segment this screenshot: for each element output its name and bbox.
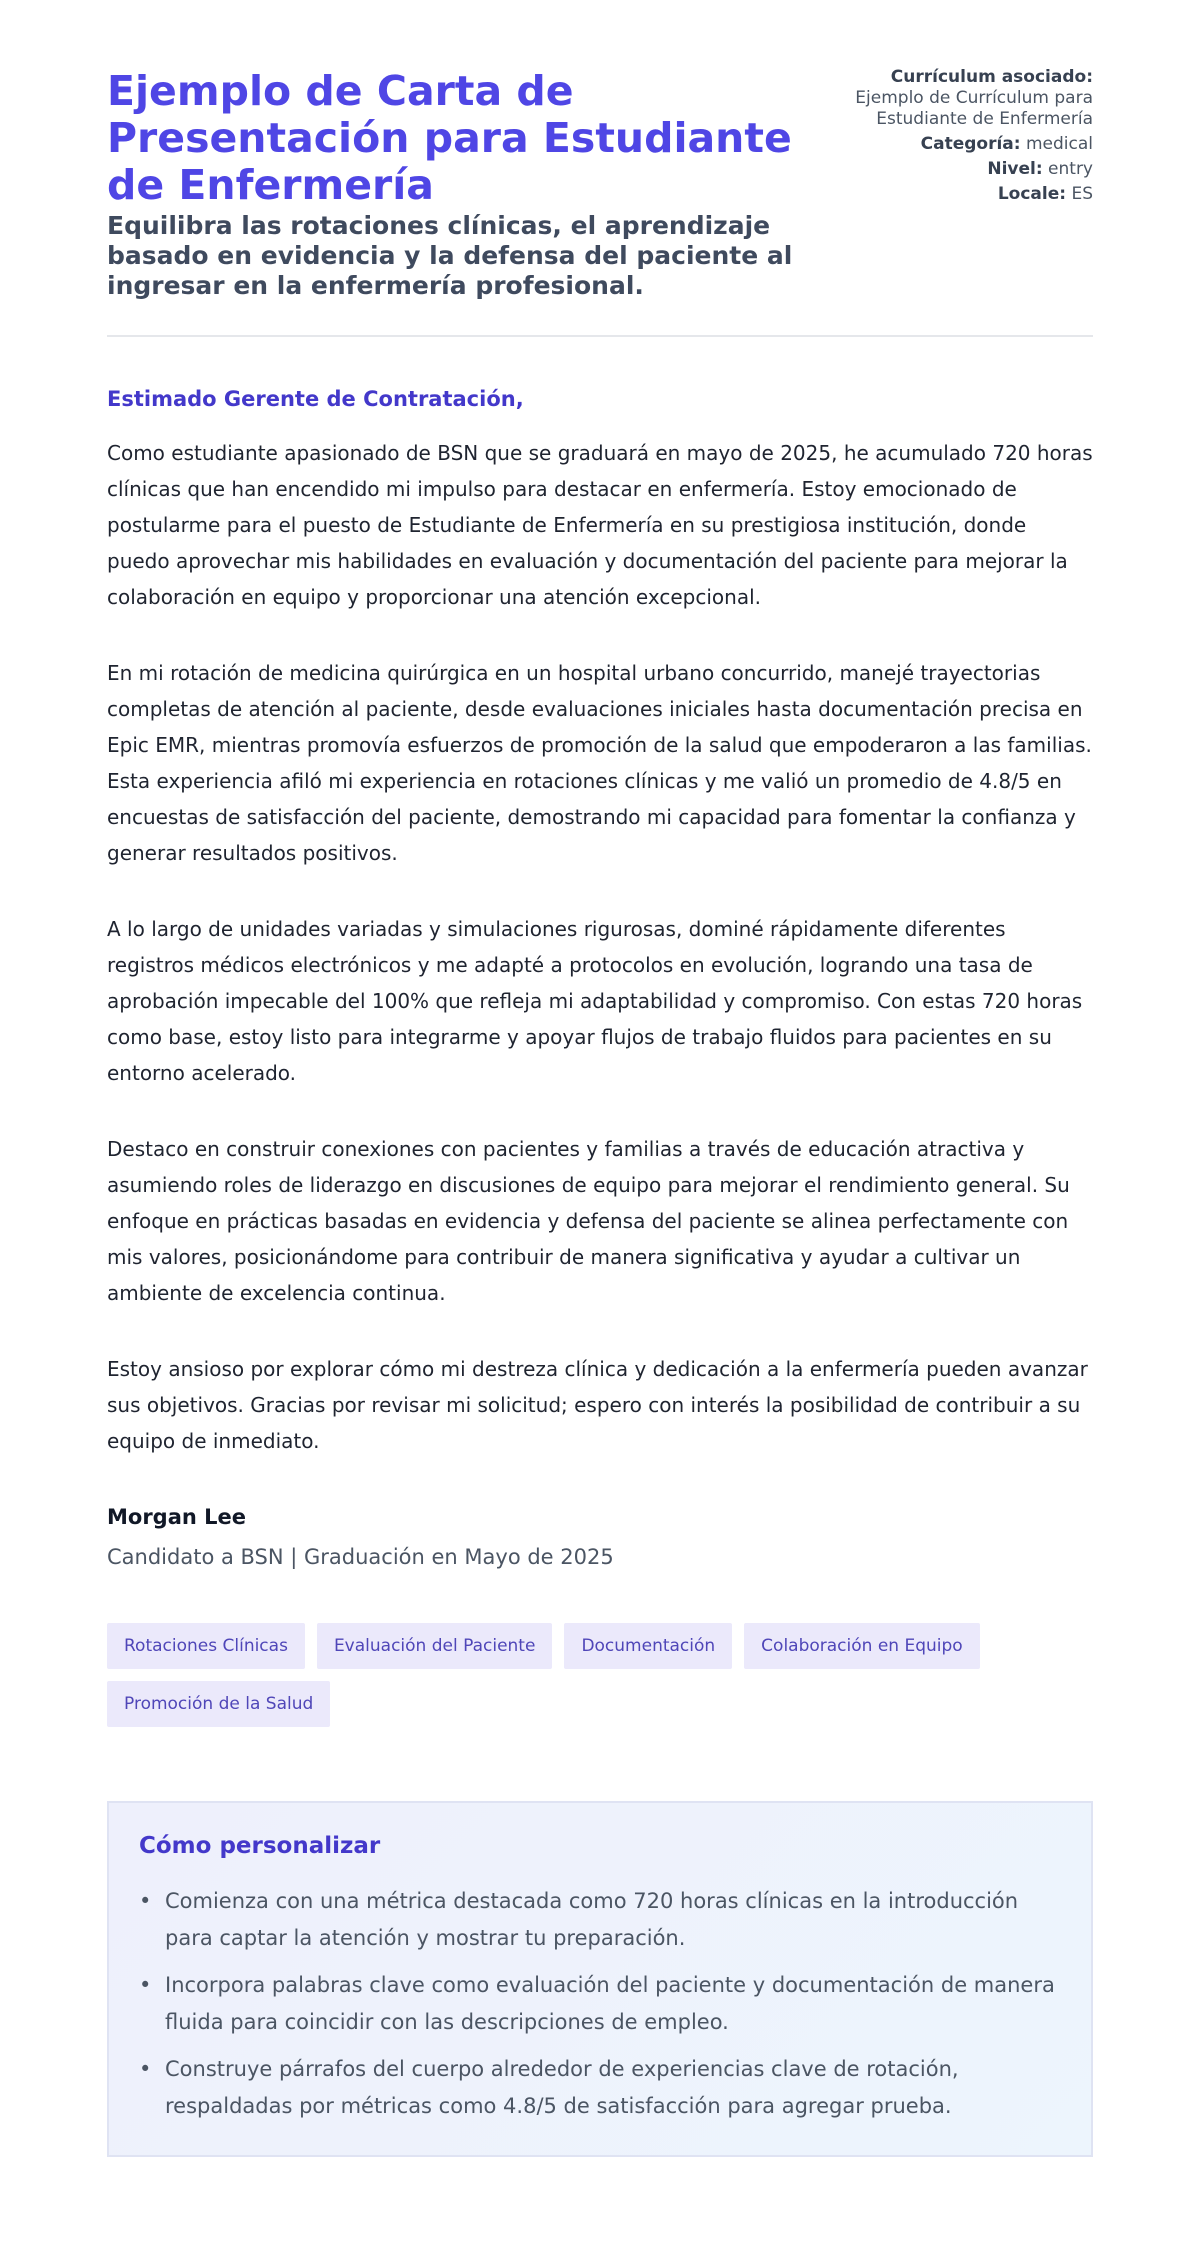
meta-level (827, 159, 1093, 180)
signature-title: Candidato a BSN | Graduación en Mayo de 2025 (107, 1545, 614, 1569)
skill-tag: Promoción de la Salud (107, 1681, 330, 1727)
meta-locale-value: ES (1071, 184, 1093, 204)
meta-category (827, 134, 1093, 155)
tip-text: Incorpora palabras clave como evaluación del paciente y documentación de manera fluida para coincidir con las descripciones de empleo. (165, 1973, 1055, 2034)
signature-name: Morgan Lee (107, 1505, 247, 1529)
page-subtitle: Equilibra las rotaciones clínicas, el aprendizaje basado en evidencia y la defensa del paciente al ingresar en la enfermería profesional. (107, 211, 793, 300)
letter-paragraph: Como estudiante apasionado de BSN que se graduará en mayo de 2025, he acumulado 720 horas clínicas que han encendido mi impulso para destacar en enfermería. Estoy emocionado de postularme para el puesto de Estudiante de Enfermería en su prestigiosa institución, donde puedo aprovechar mis habilidades en evaluación y documentación del paciente para mejorar la colaboración en equipo y proporcionar una atención excepcional. (107, 441, 1093, 609)
skill-tag: Rotaciones Clínicas (107, 1623, 305, 1669)
letter-paragraph: En mi rotación de medicina quirúrgica en un hospital urbano concurrido, manejé trayectorias completas de atención al paciente, desde evaluaciones iniciales hasta documentación precisa en Epic EMR, mientras promovía esfuerzos de promoción de la salud que empoderaron a las familias. Esta experiencia afiló mi experiencia en rotaciones clínicas y me valió un promedio de 4.8/5 en encuestas de satisfacción del paciente, demostrando mi capacidad para fomentar la confianza y generar resultados positivos. (107, 661, 1092, 865)
tips-title: Cómo personalizar (139, 1833, 381, 1859)
customization-tips (107, 1801, 1093, 2157)
tip-item (139, 2051, 1061, 2125)
page-title: Ejemplo de Carta de Presentación para Estudiante de Enfermería (107, 67, 792, 209)
meta-resume-value: Ejemplo de Currículum para Estudiante de Enfermería (855, 88, 1093, 129)
letter-paragraph: Destaco en construir conexiones con pacientes y familias a través de educación atractiva y asumiendo roles de liderazgo en discusiones de equipo para mejorar el rendimiento general. Su enfoque en prácticas basadas en evidencia y defensa del paciente se alinea perfectamente con mis valores, posicionándome para contribuir de manera significativa y ayudar a cultivar un ambiente de excelencia continua. (107, 1137, 1070, 1305)
tip-item (139, 1883, 1061, 1957)
meta-category-label: Categoría: (920, 134, 1021, 154)
letter-paragraph: Estoy ansioso por explorar cómo mi destreza clínica y dedicación a la enfermería pueden avanzar sus objetivos. Gracias por revisar mi solicitud; espero con interés la posibilidad de contribuir a su equipo de inmediato. (107, 1357, 1088, 1453)
skill-tag: Colaboración en Equipo (744, 1623, 980, 1669)
header-titles (107, 64, 827, 301)
meta-locale-label: Locale: (997, 184, 1067, 204)
tips-list (139, 1883, 1061, 2125)
meta-level-value: entry (1048, 159, 1093, 179)
signature-block (107, 1503, 1093, 1571)
bullet-icon: • (139, 1973, 152, 1997)
skill-tag: Documentación (564, 1623, 732, 1669)
tip-text: Comienza con una métrica destacada como 720 horas clínicas en la introducción para captar la atención y mostrar tu preparación. (165, 1889, 1019, 1950)
meta-level-label: Nivel: (987, 159, 1043, 179)
letter-paragraph: A lo largo de unidades variadas y simulaciones rigurosas, dominé rápidamente diferentes registros médicos electrónicos y me adapté a protocolos en evolución, logrando una tasa de aprobación impecable del 100% que refleja mi adaptabilidad y compromiso. Con estas 720 horas como base, estoy listo para integrarme y apoyar flujos de trabajo fluidos para pacientes en su entorno acelerado. (107, 917, 1083, 1085)
meta-panel (827, 67, 1093, 209)
salutation: Estimado Gerente de Contratación, (107, 387, 524, 411)
meta-locale (827, 184, 1093, 205)
meta-category-value: medical (1025, 134, 1093, 154)
bullet-icon: • (139, 2057, 152, 2081)
bullet-icon: • (139, 1889, 152, 1913)
skill-tags (107, 1623, 1067, 1727)
tip-text: Construye párrafos del cuerpo alrededor de experiencias clave de rotación, respaldadas por métricas como 4.8/5 de satisfacción para agregar prueba. (165, 2057, 959, 2118)
page-header (107, 64, 1093, 337)
skill-tag: Evaluación del Paciente (317, 1623, 553, 1669)
meta-resume (827, 67, 1093, 130)
meta-resume-label: Currículum asociado: (890, 67, 1093, 87)
letter-body (107, 435, 1093, 1459)
tip-item (139, 1967, 1061, 2041)
